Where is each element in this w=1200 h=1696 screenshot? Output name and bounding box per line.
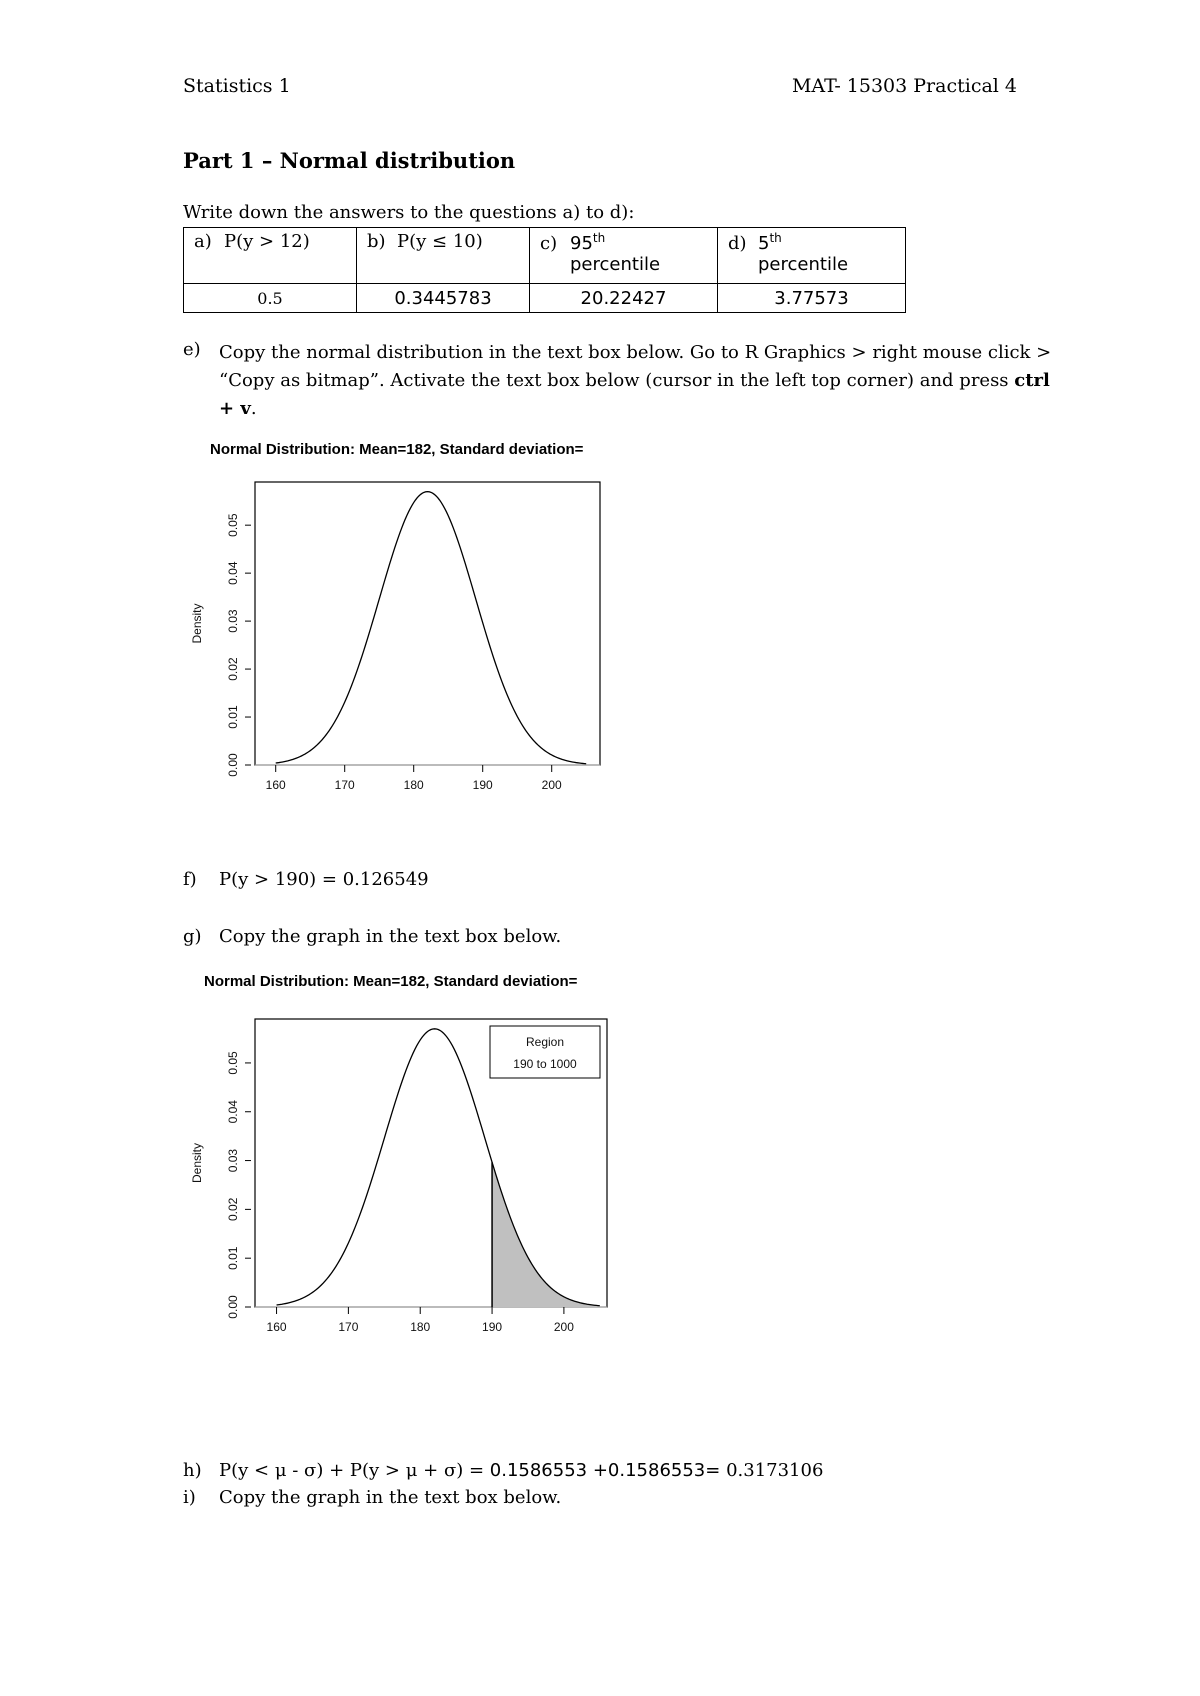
chart1-x-tick-label-3: 190 xyxy=(472,778,493,792)
question-a-label: a) xyxy=(194,231,212,252)
question-c-sup: th xyxy=(592,231,606,245)
chart1-x-tick-label-2: 180 xyxy=(403,778,424,792)
chart1-x-tick-label-0: 160 xyxy=(265,778,286,792)
chart2-legend-title: Region xyxy=(525,1035,565,1049)
answer-d: 3.77573 xyxy=(718,284,906,313)
item-h xyxy=(183,1460,823,1481)
item-g xyxy=(183,926,561,947)
item-e xyxy=(183,339,1059,423)
question-b-cell xyxy=(357,228,530,284)
item-e-label: e) xyxy=(183,339,201,360)
question-c-text: 95 xyxy=(570,233,593,254)
item-i-text: Copy the graph in the text box below. xyxy=(219,1487,562,1508)
chart1-y-axis-label: Density xyxy=(190,603,204,644)
question-d-sup: th xyxy=(769,231,782,245)
answer-b: 0.3445783 xyxy=(357,284,530,313)
item-h-label: h) xyxy=(183,1460,202,1481)
item-e-text-end: . xyxy=(250,398,257,419)
question-a-cell xyxy=(184,228,357,284)
question-b-label: b) xyxy=(367,231,386,252)
chart2-legend-entry: 190 to 1000 xyxy=(513,1057,577,1071)
chart2-y-tick-label-0: 0.00 xyxy=(226,1295,240,1319)
chart2-shaded-normal-curve xyxy=(185,1005,625,1360)
chart2-y-tick-label-5: 0.05 xyxy=(226,1051,240,1075)
question-d-line2: percentile xyxy=(758,254,849,275)
question-d-label: d) xyxy=(728,233,747,254)
chart1-normal-curve xyxy=(185,470,625,810)
chart2-x-tick-label-4: 200 xyxy=(553,1320,574,1334)
chart1-x-tick-label-4: 200 xyxy=(541,778,562,792)
chart2-x-tick-label-3: 190 xyxy=(482,1320,503,1334)
chart1-y-tick-label-3: 0.03 xyxy=(226,609,240,633)
chart2-title: Normal Distribution: Mean=182, Standard deviation= xyxy=(204,973,578,990)
question-c-line2: percentile xyxy=(570,254,661,275)
question-a-text: P(y > 12) xyxy=(224,231,310,252)
chart2-shaded-area xyxy=(492,1162,600,1307)
chart2-y-tick-label-1: 0.01 xyxy=(226,1246,241,1270)
chart2-x-tick-label-0: 160 xyxy=(266,1320,287,1334)
question-c-cell xyxy=(530,228,718,284)
chart1-density-curve xyxy=(276,492,587,764)
item-e-text: Copy the normal distribution in the text box below. Go to R Graphics > right mouse click > “Copy as bitmap”. Activate the text box below (cursor in the left top corner) and press xyxy=(219,342,1052,391)
chart2-x-tick-label-2: 180 xyxy=(410,1320,431,1334)
item-h-sum: 0.1586553 +0.1586553= xyxy=(489,1460,727,1481)
item-f-text: P(y > 190) = 0.126549 xyxy=(219,869,429,890)
item-e-shortcut: ctrl + v xyxy=(219,370,1050,419)
question-d-text: 5 xyxy=(758,233,770,254)
answer-a: 0.5 xyxy=(184,284,357,313)
question-b-text: P(y ≤ 10) xyxy=(397,231,483,252)
chart1-y-tick-label-2: 0.02 xyxy=(226,657,240,681)
intro-text: Write down the answers to the questions a) to d): xyxy=(183,202,635,223)
item-i xyxy=(183,1487,561,1508)
chart2-y-axis-label: Density xyxy=(190,1142,204,1184)
question-d-cell xyxy=(718,228,906,284)
item-f-label: f) xyxy=(183,869,197,890)
chart2-y-tick-label-4: 0.04 xyxy=(226,1100,240,1124)
chart2-x-tick-label-1: 170 xyxy=(338,1320,359,1334)
answer-c: 20.22427 xyxy=(530,284,718,313)
chart1-plot-frame xyxy=(255,482,600,765)
chart1-title: Normal Distribution: Mean=182, Standard deviation= xyxy=(210,441,584,458)
item-f xyxy=(183,869,429,890)
part-title: Part 1 – Normal distribution xyxy=(183,148,516,173)
item-g-label: g) xyxy=(183,926,202,947)
item-h-text: P(y < μ - σ) + P(y > μ + σ) = xyxy=(219,1460,490,1481)
question-c-label: c) xyxy=(540,233,558,254)
chart1-x-tick-label-1: 170 xyxy=(334,778,355,792)
answers-table xyxy=(183,227,906,313)
item-g-text: Copy the graph in the text box below. xyxy=(219,926,562,947)
chart2-y-tick-label-3: 0.03 xyxy=(226,1148,240,1173)
chart1-y-tick-label-0: 0.00 xyxy=(226,753,240,777)
item-i-label: i) xyxy=(183,1487,196,1508)
chart2-y-tick-label-2: 0.02 xyxy=(226,1197,240,1222)
chart1-y-tick-label-4: 0.04 xyxy=(226,561,240,585)
item-h-result: 0.3173106 xyxy=(726,1460,824,1481)
chart1-y-tick-label-1: 0.01 xyxy=(226,705,240,729)
header-course: Statistics 1 xyxy=(183,75,291,97)
header-practical: MAT- 15303 Practical 4 xyxy=(791,75,1017,97)
chart1-y-tick-label-5: 0.05 xyxy=(226,513,240,537)
